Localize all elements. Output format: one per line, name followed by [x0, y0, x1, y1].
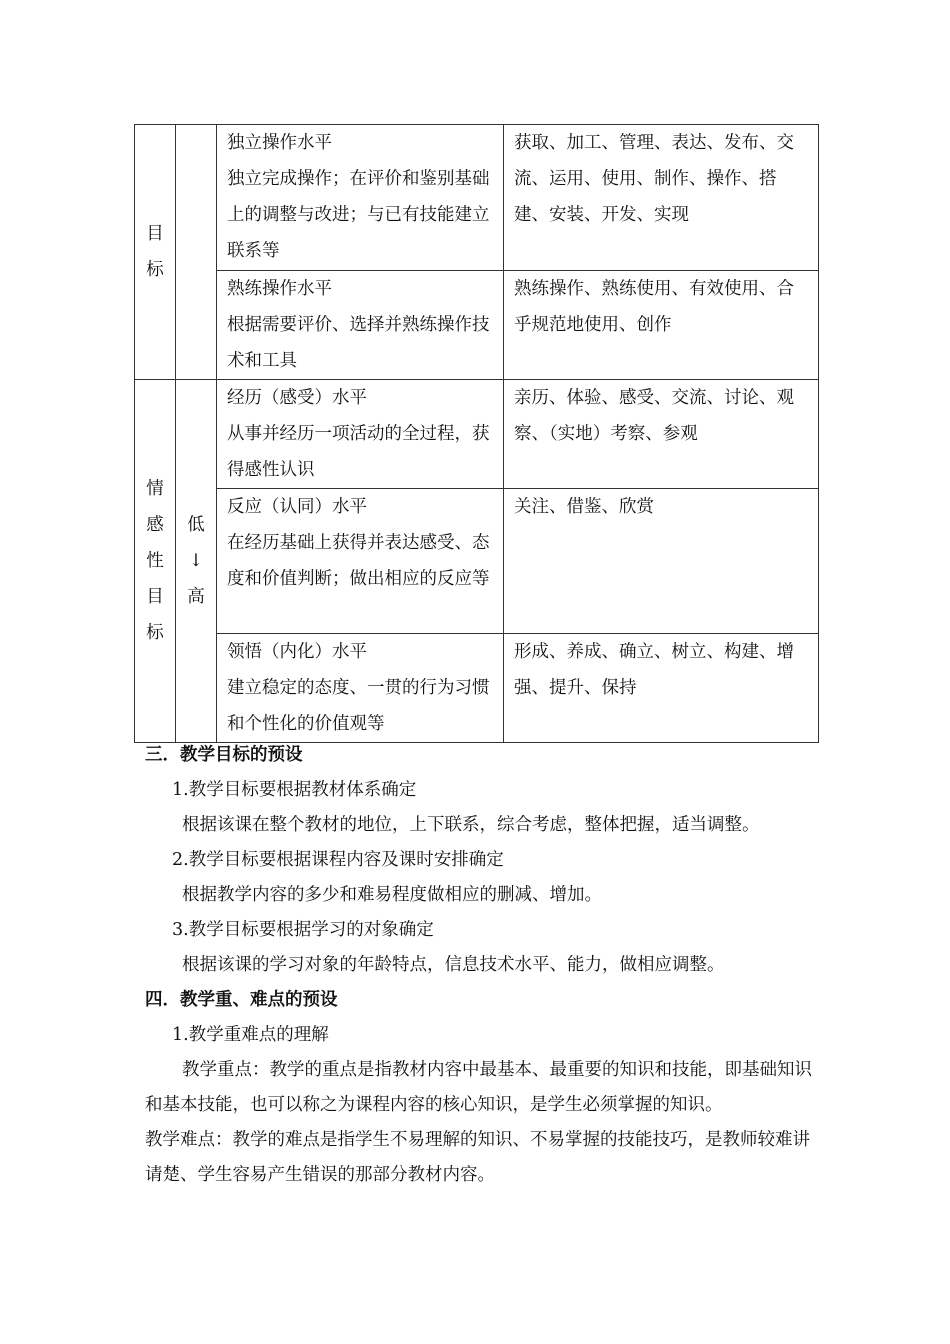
arrow-down-icon: ↓	[188, 551, 204, 571]
group-cell-skill	[135, 125, 176, 380]
level-description: 在经历基础上获得并表达感受、态度和价值判断；做出相应的反应等	[227, 533, 490, 589]
level-cell	[217, 380, 504, 489]
group-char: 标	[146, 623, 164, 643]
item-title: 1.教学目标要根据教材体系确定	[172, 780, 417, 800]
level-cell	[217, 489, 504, 634]
item-title: 1.教学重难点的理解	[172, 1025, 329, 1045]
paragraph: 教学重点：教学的重点是指教材内容中最基本、最重要的知识和技能，即基础知识和基本技能，也可以称之为课程内容的核心知识，是学生必须掌握的知识。	[145, 1060, 812, 1115]
table-row	[135, 634, 819, 743]
verbs-cell	[504, 634, 819, 743]
level-title: 领悟（内化）水平	[227, 642, 367, 662]
direction-high: 高	[187, 587, 205, 607]
level-title: 熟练操作水平	[227, 279, 332, 299]
group-char: 标	[146, 260, 164, 280]
group-cell-affective	[135, 380, 176, 743]
verbs-text: 亲历、体验、感受、交流、讨论、观察、（实地）考察、参观	[514, 388, 794, 444]
table-row	[135, 125, 819, 271]
verbs-cell	[504, 489, 819, 634]
verbs-text: 形成、养成、确立、树立、构建、增强、提升、保持	[514, 642, 794, 698]
group-char: 目	[146, 587, 164, 607]
verbs-cell	[504, 271, 819, 380]
group-char: 目	[146, 224, 164, 244]
direction-low: 低	[187, 515, 205, 535]
level-description: 从事并经历一项活动的全过程，获得感性认识	[227, 424, 490, 480]
section-heading: 三．教学目标的预设	[145, 745, 303, 765]
level-cell	[217, 271, 504, 380]
level-description: 建立稳定的态度、一贯的行为习惯和个性化的价值观等	[227, 678, 490, 734]
level-title: 经历（感受）水平	[227, 388, 367, 408]
verbs-cell	[504, 125, 819, 271]
section-heading: 四．教学重、难点的预设	[145, 990, 338, 1010]
level-cell	[217, 634, 504, 743]
table-row	[135, 271, 819, 380]
verbs-cell	[504, 380, 819, 489]
item-body: 根据该课在整个教材的地位，上下联系，综合考虑，整体把握，适当调整。	[182, 815, 760, 835]
item-body: 根据该课的学习对象的年龄特点，信息技术水平、能力，做相应调整。	[182, 955, 725, 975]
section-3	[145, 738, 817, 983]
level-description: 根据需要评价、选择并熟练操作技术和工具	[227, 315, 490, 371]
section-4	[145, 983, 817, 1193]
verbs-text: 关注、借鉴、欣赏	[514, 497, 654, 517]
objectives-table	[134, 124, 819, 743]
group-char: 情	[146, 479, 164, 499]
table-row	[135, 489, 819, 634]
level-title: 反应（认同）水平	[227, 497, 367, 517]
item-title: 2.教学目标要根据课程内容及课时安排确定	[172, 850, 504, 870]
group-char: 性	[146, 551, 164, 571]
direction-cell-empty	[176, 125, 217, 380]
item-body: 根据教学内容的多少和难易程度做相应的删减、增加。	[182, 885, 602, 905]
paragraph: 教学难点：教学的难点是指学生不易理解的知识、不易掌握的技能技巧，是教师较难讲请楚、学生容易产生错误的那部分教材内容。	[145, 1130, 810, 1185]
verbs-text: 熟练操作、熟练使用、有效使用、合乎规范地使用、创作	[514, 279, 794, 335]
level-cell	[217, 125, 504, 271]
verbs-text: 获取、加工、管理、表达、发布、交流、运用、使用、制作、操作、搭建、安装、开发、实现	[514, 133, 794, 225]
item-title: 3.教学目标要根据学习的对象确定	[172, 920, 434, 940]
group-char: 感	[146, 515, 164, 535]
direction-cell	[176, 380, 217, 743]
table-row	[135, 380, 819, 489]
level-description: 独立完成操作；在评价和鉴别基础上的调整与改进；与已有技能建立联系等	[227, 169, 490, 261]
level-title: 独立操作水平	[227, 133, 332, 153]
